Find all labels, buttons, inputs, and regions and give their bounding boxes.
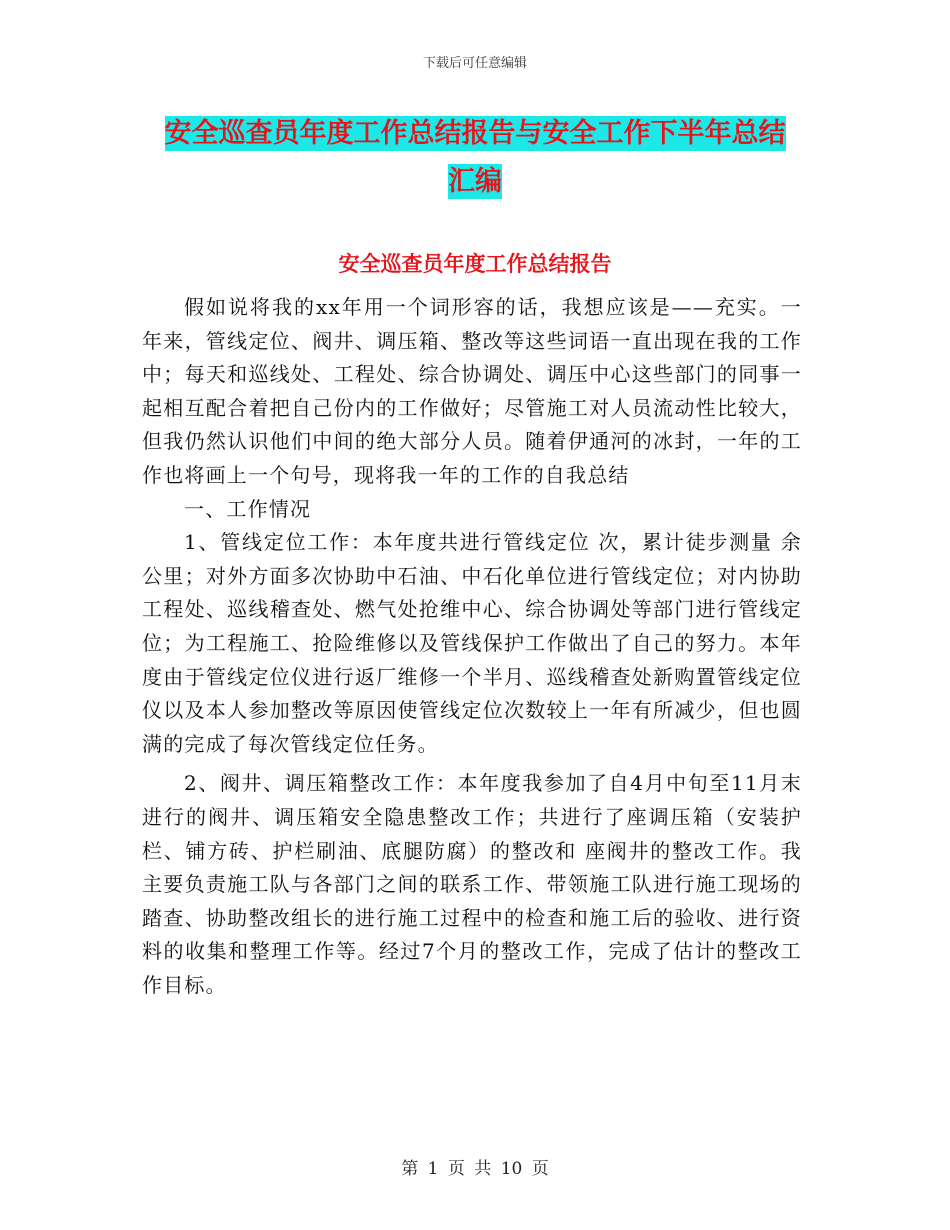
document-body (142, 291, 802, 1002)
document-title-line-1: 安全巡查员年度工作总结报告与安全工作下半年总结 (164, 118, 786, 149)
paragraph-heading-work-status: 一、工作情况 (184, 496, 312, 521)
paragraph-pipeline-positioning: 1、管线定位工作：本年度共进行管线定位 次，累计徒步测量 余公里；对外方面多次协助中石油、中石化单位进行管线定位；对内协助工程处、巡线稽查处、燃气处抢维中心、综合协调处等部门进行管线定位；为工程施工、抢险维修以及管线保护工作做出了自己的努力。本年度由于管线定位仪进行返厂维修一个半月、巡线稽查处新购置管线定位仪以及本人参加整改等原因使管线定位次数较上一年有所减少，但也圆满的完成了每次管线定位任务。 (142, 530, 802, 756)
page-number: 第 1 页 共 10 页 (401, 1159, 549, 1179)
header-note: 下载后可任意编辑 (422, 56, 527, 71)
document-title-line-2: 汇编 (448, 166, 502, 197)
document-title (140, 110, 810, 206)
paragraph-intro: 假如说将我的xx年用一个词形容的话，我想应该是——充实。一年来，管线定位、阀井、调压箱、整改等这些词语一直出现在我的工作中；每天和巡线处、工程处、综合协调处、调压中心这些部门的同事一起相互配合着把自己份内的工作做好；尽管施工对人员流动性比较大，但我仍然认识他们中间的绝大部分人员。随着伊通河的冰封，一年的工作也将画上一个句号，现将我一年的工作的自我总结 (142, 295, 802, 487)
section-title: 安全巡查员年度工作总结报告 (338, 252, 612, 276)
paragraph-valve-rectification: 2、阀井、调压箱整改工作：本年度我参加了自4月中旬至11月末进行的阀井、调压箱安全隐患整改工作；共进行了座调压箱（安装护栏、铺方砖、护栏刷油、底腿防腐）的整改和 座阀井的整改工作。我主要负责施工队与各部门之间的联系工作、带领施工队进行施工现场的踏查、协助整改组长的进行施工过程中的检查和施工后的验收、进行资料的收集和整理工作等。经过7个月的整改工作，完成了估计的整改工作目标。 (142, 771, 802, 997)
